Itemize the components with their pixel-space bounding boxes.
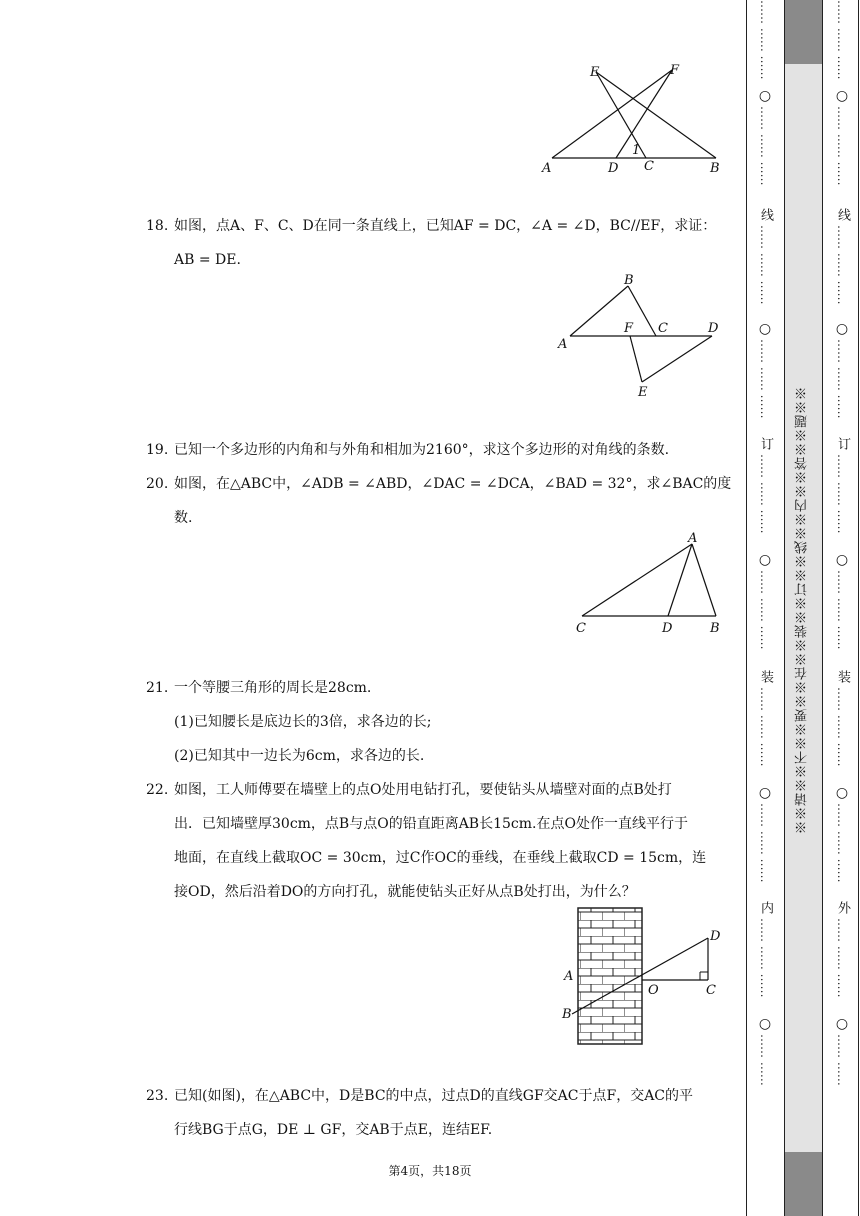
q22-number: 22. <box>146 782 169 798</box>
binding-circle: ○ <box>835 321 849 337</box>
q22-line3: 地面，在直线上截取OC = 30cm，过C作OC的垂线，在垂线上截取CD = 15cm，连 <box>174 850 707 866</box>
fig17-label-1: 1 <box>632 143 641 158</box>
binding-outer-char-zhuang: 装 <box>835 670 850 683</box>
fig17-label-a: A <box>542 161 552 176</box>
binding-inner-char-nei: 内 <box>758 901 773 914</box>
q22-text: 如图，工人师傅要在墙壁上的点O处用电钻打孔，要使钻头从墙壁对面的点B处打 <box>174 782 672 798</box>
fig20-label-a: A <box>688 531 698 546</box>
binding-circle: ○ <box>835 785 849 801</box>
q23-number: 23. <box>146 1088 169 1104</box>
binding-circle: ○ <box>758 1016 772 1032</box>
q23-text: 已知(如图)，在△ABC中，D是BC的中点，过点D的直线GF交AC于点F，交AC的平 <box>174 1088 694 1104</box>
fig22-label-c: C <box>706 983 716 998</box>
figure-q18 <box>556 270 726 400</box>
fig18-label-f: F <box>624 321 634 336</box>
q21-text: 一个等腰三角形的周长是28cm. <box>174 680 372 696</box>
binding-outer-char-xian: 线 <box>835 208 850 221</box>
binding-circle: ○ <box>758 552 772 568</box>
binding-circle: ○ <box>835 88 849 104</box>
q21-sub1: (1)已知腰长是底边长的3倍，求各边的长; <box>174 714 432 730</box>
q21-line1 <box>146 678 371 698</box>
q18-line1 <box>146 216 716 236</box>
q20-number: 20. <box>146 476 169 492</box>
q19-text: 已知一个多边形的内角和与外角和相加为2160°，求这个多边形的对角线的条数. <box>174 442 670 458</box>
fig18-label-b: B <box>624 273 634 288</box>
figure-q22 <box>558 904 730 1050</box>
fig17-label-e: E <box>590 65 600 80</box>
binding-inner-char-xian: 线 <box>758 208 773 221</box>
fig20-label-c: C <box>576 621 586 636</box>
binding-inner-column: …… …… …… ○ …… …… …… 线 …… …… …… ○ …… …… …… 订 …… …… …… ○ …… …… …… 装 …… …… …… ○ …… …… …… 内 …… …… …… ○ …… …… <box>758 0 773 1086</box>
fig18-label-d: D <box>708 321 719 336</box>
fig22-label-o: O <box>648 983 659 998</box>
q22-line1 <box>146 780 672 800</box>
binding-line-mid-right <box>822 0 823 1216</box>
q21-number: 21. <box>146 680 169 696</box>
fig17-label-c: C <box>644 159 654 174</box>
fig20-label-b: B <box>710 621 720 636</box>
figure-q17-svg <box>536 58 726 178</box>
q18-line2: AB = DE. <box>174 252 241 268</box>
figure-q18-svg <box>556 270 726 400</box>
binding-gray-block-bottom <box>784 1152 822 1216</box>
page-footer: 第4页，共18页 <box>388 1164 472 1178</box>
q18-number: 18. <box>146 218 169 234</box>
binding-inner-char-zhuang: 装 <box>758 670 773 683</box>
q21-sub2: (2)已知其中一边长为6cm，求各边的长. <box>174 748 425 764</box>
fig17-label-f: F <box>670 63 680 78</box>
binding-line-right <box>858 0 859 1216</box>
binding-circle: ○ <box>835 1016 849 1032</box>
q22-line4: 接OD，然后沿着DO的方向打孔，就能使钻头正好从点B处打出，为什么？ <box>174 884 636 900</box>
fig18-label-e: E <box>638 385 648 400</box>
binding-outer-char-ding: 订 <box>835 437 850 450</box>
binding-gray-block-top <box>784 0 822 64</box>
binding-circle: ○ <box>758 785 772 801</box>
binding-warning-text: ※※请※※不※※要※※在※※装※※订※※线※※内※※答※※题※※ <box>795 386 810 834</box>
fig22-label-d: D <box>710 929 721 944</box>
binding-circle: ○ <box>835 552 849 568</box>
fig18-label-a: A <box>558 337 568 352</box>
fig17-label-d: D <box>608 161 619 176</box>
q18-text: 如图，点A、F、C、D在同一条直线上，已知AF = DC，∠A = ∠D，BC//EF，求证： <box>174 218 717 234</box>
q20-line1 <box>146 474 731 494</box>
binding-outer-column: …… …… …… ○ …… …… …… 线 …… …… …… ○ …… …… …… 订 …… …… …… ○ …… …… …… 装 …… …… …… ○ …… …… …… 外 …… …… …… ○ …… …… <box>835 0 850 1086</box>
figure-q17 <box>536 58 726 178</box>
fig17-label-b: B <box>710 161 720 176</box>
q19-number: 19. <box>146 442 169 458</box>
figure-q22-svg <box>558 904 730 1050</box>
q22-line2: 出．已知墙壁厚30cm，点B与点O的铅直距离AB长15cm.在点O处作一直线平行于 <box>174 816 688 832</box>
fig22-label-b: B <box>562 1007 572 1022</box>
q23-line1 <box>146 1086 693 1106</box>
binding-circle: ○ <box>758 88 772 104</box>
q19-line1 <box>146 440 669 460</box>
binding-circle: ○ <box>758 321 772 337</box>
binding-line-left <box>746 0 747 1216</box>
fig20-label-d: D <box>662 621 673 636</box>
binding-outer-char-wai: 外 <box>835 901 850 914</box>
figure-q20 <box>570 528 730 640</box>
q20-line2: 数. <box>174 510 193 526</box>
binding-inner-char-ding: 订 <box>758 437 773 450</box>
fig18-label-c: C <box>658 321 668 336</box>
figure-q20-svg <box>570 528 730 640</box>
q20-text: 如图，在△ABC中，∠ADB = ∠ABD，∠DAC = ∠DCA，∠BAD = 32°，求∠BAC的度 <box>174 476 732 492</box>
q23-line2: 行线BG于点G，DE ⊥ GF，交AB于点E，连结EF. <box>174 1122 493 1138</box>
fig22-label-a: A <box>564 969 574 984</box>
